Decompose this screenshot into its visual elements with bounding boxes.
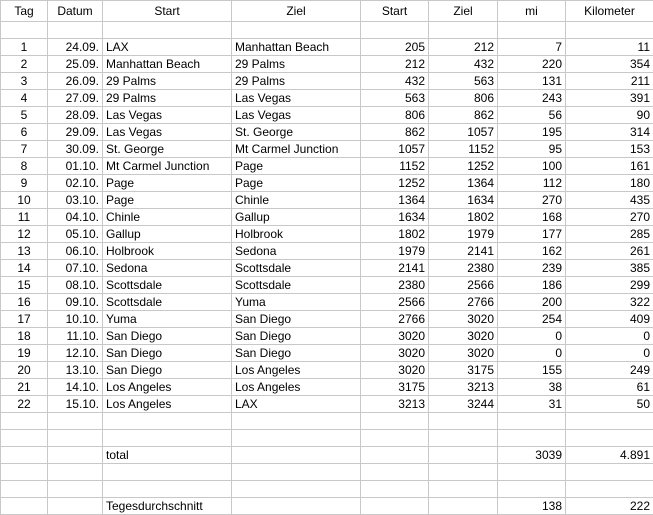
start-mile-cell[interactable]: 3020 (361, 362, 429, 379)
empty-cell[interactable] (361, 430, 429, 447)
header-kilometer[interactable]: Kilometer (566, 1, 653, 22)
start-place-cell[interactable]: Gallup (103, 226, 232, 243)
empty-cell[interactable] (232, 413, 361, 430)
table-row (1, 124, 653, 141)
start-mile-cell[interactable]: 563 (361, 90, 429, 107)
empty-cell[interactable] (498, 430, 566, 447)
empty-cell[interactable] (48, 464, 103, 481)
km-cell[interactable]: 314 (566, 124, 653, 141)
empty-cell[interactable] (1, 498, 48, 515)
mi-cell[interactable]: 270 (498, 192, 566, 209)
ziel-mile-cell[interactable]: 3175 (429, 362, 498, 379)
tag-cell[interactable]: 1 (1, 39, 48, 56)
ziel-mile-cell[interactable]: 2566 (429, 277, 498, 294)
empty-cell[interactable] (103, 464, 232, 481)
ziel-place-cell[interactable]: Mt Carmel Junction (232, 141, 361, 158)
ziel-mile-cell[interactable]: 2766 (429, 294, 498, 311)
date-cell[interactable]: 26.09. (48, 73, 103, 90)
mi-cell[interactable]: 95 (498, 141, 566, 158)
ziel-mile-cell[interactable]: 1979 (429, 226, 498, 243)
tag-cell[interactable]: 13 (1, 243, 48, 260)
table-row (1, 56, 653, 73)
start-place-cell[interactable]: Sedona (103, 260, 232, 277)
date-cell[interactable]: 09.10. (48, 294, 103, 311)
empty-cell[interactable] (429, 447, 498, 464)
mi-cell[interactable]: 112 (498, 175, 566, 192)
table-row (1, 158, 653, 175)
mi-cell[interactable]: 162 (498, 243, 566, 260)
km-cell[interactable]: 0 (566, 345, 653, 362)
tag-cell[interactable]: 7 (1, 141, 48, 158)
empty-cell[interactable] (232, 464, 361, 481)
ziel-place-cell[interactable]: San Diego (232, 345, 361, 362)
start-mile-cell[interactable]: 1634 (361, 209, 429, 226)
empty-cell[interactable] (1, 430, 48, 447)
ziel-place-cell[interactable]: Scottsdale (232, 260, 361, 277)
ziel-mile-cell[interactable]: 3020 (429, 345, 498, 362)
start-place-cell[interactable]: Chinle (103, 209, 232, 226)
ziel-place-cell[interactable]: Las Vegas (232, 90, 361, 107)
date-cell[interactable]: 01.10. (48, 158, 103, 175)
tag-cell[interactable]: 21 (1, 379, 48, 396)
ziel-place-cell[interactable]: 29 Palms (232, 56, 361, 73)
ziel-place-cell[interactable]: Gallup (232, 209, 361, 226)
date-cell[interactable]: 04.10. (48, 209, 103, 226)
ziel-mile-cell[interactable]: 806 (429, 90, 498, 107)
ziel-place-cell[interactable]: Sedona (232, 243, 361, 260)
date-cell[interactable]: 06.10. (48, 243, 103, 260)
empty-cell[interactable] (498, 481, 566, 498)
empty-cell[interactable] (498, 413, 566, 430)
table-row (1, 107, 653, 124)
start-mile-cell[interactable]: 2141 (361, 260, 429, 277)
empty-cell[interactable] (566, 481, 653, 498)
mi-cell[interactable]: 243 (498, 90, 566, 107)
header-start-mile[interactable]: Start (361, 1, 429, 22)
mi-cell[interactable]: 155 (498, 362, 566, 379)
empty-cell[interactable] (429, 464, 498, 481)
km-cell[interactable]: 11 (566, 39, 653, 56)
mi-cell[interactable]: 56 (498, 107, 566, 124)
start-mile-cell[interactable]: 2766 (361, 311, 429, 328)
date-cell[interactable]: 10.10. (48, 311, 103, 328)
ziel-place-cell[interactable]: Scottsdale (232, 277, 361, 294)
table-row (1, 345, 653, 362)
mi-cell[interactable]: 254 (498, 311, 566, 328)
empty-row (1, 481, 653, 498)
date-cell[interactable]: 13.10. (48, 362, 103, 379)
ziel-mile-cell[interactable]: 862 (429, 107, 498, 124)
mi-cell[interactable]: 200 (498, 294, 566, 311)
ziel-mile-cell[interactable]: 3020 (429, 311, 498, 328)
empty-cell[interactable] (429, 413, 498, 430)
table-row (1, 311, 653, 328)
km-cell[interactable]: 435 (566, 192, 653, 209)
empty-cell[interactable] (103, 413, 232, 430)
date-cell[interactable]: 15.10. (48, 396, 103, 413)
empty-cell[interactable] (232, 498, 361, 515)
km-cell[interactable]: 90 (566, 107, 653, 124)
start-place-cell[interactable]: Scottsdale (103, 294, 232, 311)
km-cell[interactable]: 211 (566, 73, 653, 90)
table-row (1, 192, 653, 209)
mi-cell[interactable]: 131 (498, 73, 566, 90)
table-row (1, 73, 653, 90)
tag-cell[interactable]: 22 (1, 396, 48, 413)
start-place-cell[interactable]: Los Angeles (103, 379, 232, 396)
empty-cell[interactable] (361, 413, 429, 430)
trip-rows (1, 39, 653, 413)
empty-cell[interactable] (361, 447, 429, 464)
mi-cell[interactable]: 100 (498, 158, 566, 175)
ziel-place-cell[interactable]: Los Angeles (232, 379, 361, 396)
mi-cell[interactable]: 195 (498, 124, 566, 141)
empty-cell[interactable] (566, 464, 653, 481)
date-cell[interactable]: 05.10. (48, 226, 103, 243)
tag-cell[interactable]: 19 (1, 345, 48, 362)
empty-row (1, 413, 653, 430)
header-mi[interactable]: mi (498, 1, 566, 22)
tag-cell[interactable]: 8 (1, 158, 48, 175)
start-place-cell[interactable]: Holbrook (103, 243, 232, 260)
mi-cell[interactable]: 177 (498, 226, 566, 243)
empty-cell[interactable] (566, 413, 653, 430)
ziel-mile-cell[interactable]: 432 (429, 56, 498, 73)
start-mile-cell[interactable]: 3175 (361, 379, 429, 396)
start-mile-cell[interactable]: 2566 (361, 294, 429, 311)
ziel-mile-cell[interactable]: 3244 (429, 396, 498, 413)
start-mile-cell[interactable]: 1979 (361, 243, 429, 260)
start-place-cell[interactable]: Mt Carmel Junction (103, 158, 232, 175)
km-cell[interactable]: 270 (566, 209, 653, 226)
start-mile-cell[interactable]: 1802 (361, 226, 429, 243)
table-row (1, 39, 653, 56)
table-row (1, 141, 653, 158)
start-place-cell[interactable]: Las Vegas (103, 107, 232, 124)
date-cell[interactable]: 27.09. (48, 90, 103, 107)
start-mile-cell[interactable]: 212 (361, 56, 429, 73)
empty-cell[interactable] (1, 481, 48, 498)
date-cell[interactable]: 03.10. (48, 192, 103, 209)
start-place-cell[interactable]: 29 Palms (103, 90, 232, 107)
empty-cell[interactable] (361, 22, 429, 39)
tag-cell[interactable]: 16 (1, 294, 48, 311)
km-cell[interactable]: 153 (566, 141, 653, 158)
empty-cell[interactable] (566, 22, 653, 39)
start-mile-cell[interactable]: 1057 (361, 141, 429, 158)
start-place-cell[interactable]: San Diego (103, 345, 232, 362)
km-cell[interactable]: 261 (566, 243, 653, 260)
ziel-place-cell[interactable]: 29 Palms (232, 73, 361, 90)
ziel-mile-cell[interactable]: 2141 (429, 243, 498, 260)
total-mi[interactable]: 3039 (498, 447, 566, 464)
start-place-cell[interactable]: Las Vegas (103, 124, 232, 141)
empty-cell[interactable] (361, 464, 429, 481)
date-cell[interactable]: 25.09. (48, 56, 103, 73)
date-cell[interactable]: 07.10. (48, 260, 103, 277)
start-mile-cell[interactable]: 1152 (361, 158, 429, 175)
ziel-place-cell[interactable]: Page (232, 175, 361, 192)
average-km[interactable]: 222 (566, 498, 653, 515)
date-cell[interactable]: 29.09. (48, 124, 103, 141)
ziel-mile-cell[interactable]: 1252 (429, 158, 498, 175)
table-row (1, 328, 653, 345)
start-place-cell[interactable]: Manhattan Beach (103, 56, 232, 73)
km-cell[interactable]: 391 (566, 90, 653, 107)
start-place-cell[interactable]: Scottsdale (103, 277, 232, 294)
mi-cell[interactable]: 0 (498, 328, 566, 345)
tag-cell[interactable]: 5 (1, 107, 48, 124)
start-mile-cell[interactable]: 1364 (361, 192, 429, 209)
start-mile-cell[interactable]: 862 (361, 124, 429, 141)
average-row (1, 498, 653, 515)
header-start-place[interactable]: Start (103, 1, 232, 22)
table-row (1, 243, 653, 260)
empty-cell[interactable] (232, 481, 361, 498)
header-ziel-mile[interactable]: Ziel (429, 1, 498, 22)
empty-cell[interactable] (429, 430, 498, 447)
empty-cell[interactable] (429, 481, 498, 498)
ziel-mile-cell[interactable]: 1152 (429, 141, 498, 158)
empty-cell[interactable] (232, 430, 361, 447)
start-place-cell[interactable]: Los Angeles (103, 396, 232, 413)
ziel-mile-cell[interactable]: 3213 (429, 379, 498, 396)
mi-cell[interactable]: 0 (498, 345, 566, 362)
header-datum[interactable]: Datum (48, 1, 103, 22)
tag-cell[interactable]: 18 (1, 328, 48, 345)
table-row (1, 294, 653, 311)
empty-cell[interactable] (48, 481, 103, 498)
date-cell[interactable]: 14.10. (48, 379, 103, 396)
header-tag[interactable]: Tag (1, 1, 48, 22)
ziel-mile-cell[interactable]: 3020 (429, 328, 498, 345)
ziel-place-cell[interactable]: Holbrook (232, 226, 361, 243)
empty-cell[interactable] (429, 22, 498, 39)
start-place-cell[interactable]: LAX (103, 39, 232, 56)
empty-cell[interactable] (48, 498, 103, 515)
start-place-cell[interactable]: St. George (103, 141, 232, 158)
ziel-mile-cell[interactable]: 2380 (429, 260, 498, 277)
km-cell[interactable]: 354 (566, 56, 653, 73)
start-mile-cell[interactable]: 3213 (361, 396, 429, 413)
ziel-place-cell[interactable]: LAX (232, 396, 361, 413)
empty-cell[interactable] (566, 430, 653, 447)
km-cell[interactable]: 409 (566, 311, 653, 328)
ziel-place-cell[interactable]: Las Vegas (232, 107, 361, 124)
empty-cell[interactable] (48, 430, 103, 447)
km-cell[interactable]: 180 (566, 175, 653, 192)
empty-cell[interactable] (103, 481, 232, 498)
empty-cell[interactable] (103, 430, 232, 447)
table-row (1, 362, 653, 379)
mi-cell[interactable]: 186 (498, 277, 566, 294)
empty-cell[interactable] (361, 498, 429, 515)
start-mile-cell[interactable]: 205 (361, 39, 429, 56)
ziel-place-cell[interactable]: San Diego (232, 328, 361, 345)
table-row (1, 175, 653, 192)
empty-cell[interactable] (48, 447, 103, 464)
total-label[interactable]: total (103, 447, 232, 464)
table-row (1, 396, 653, 413)
tag-cell[interactable]: 12 (1, 226, 48, 243)
average-label[interactable]: Tegesdurchschnitt (103, 498, 232, 515)
ziel-place-cell[interactable]: Yuma (232, 294, 361, 311)
empty-cell[interactable] (48, 413, 103, 430)
ziel-mile-cell[interactable]: 1364 (429, 175, 498, 192)
mi-cell[interactable]: 239 (498, 260, 566, 277)
empty-cell[interactable] (361, 481, 429, 498)
start-mile-cell[interactable]: 3020 (361, 328, 429, 345)
date-cell[interactable]: 28.09. (48, 107, 103, 124)
table-row (1, 260, 653, 277)
date-cell[interactable]: 08.10. (48, 277, 103, 294)
ziel-mile-cell[interactable]: 563 (429, 73, 498, 90)
date-cell[interactable]: 12.10. (48, 345, 103, 362)
ziel-place-cell[interactable]: Los Angeles (232, 362, 361, 379)
start-place-cell[interactable]: Page (103, 192, 232, 209)
table-row (1, 226, 653, 243)
average-mi[interactable]: 138 (498, 498, 566, 515)
ziel-mile-cell[interactable]: 1802 (429, 209, 498, 226)
tag-cell[interactable]: 4 (1, 90, 48, 107)
tag-cell[interactable]: 15 (1, 277, 48, 294)
mi-cell[interactable]: 38 (498, 379, 566, 396)
start-mile-cell[interactable]: 1252 (361, 175, 429, 192)
ziel-place-cell[interactable]: St. George (232, 124, 361, 141)
empty-cell[interactable] (103, 22, 232, 39)
empty-cell[interactable] (232, 22, 361, 39)
empty-cell[interactable] (1, 413, 48, 430)
km-cell[interactable]: 50 (566, 396, 653, 413)
km-cell[interactable]: 322 (566, 294, 653, 311)
start-mile-cell[interactable]: 806 (361, 107, 429, 124)
start-place-cell[interactable]: San Diego (103, 328, 232, 345)
table-row (1, 90, 653, 107)
empty-cell[interactable] (1, 464, 48, 481)
header-ziel-place[interactable]: Ziel (232, 1, 361, 22)
tag-cell[interactable]: 2 (1, 56, 48, 73)
empty-cell[interactable] (1, 22, 48, 39)
ziel-mile-cell[interactable]: 212 (429, 39, 498, 56)
total-km[interactable]: 4.891 (566, 447, 653, 464)
km-cell[interactable]: 0 (566, 328, 653, 345)
km-cell[interactable]: 161 (566, 158, 653, 175)
header-row (1, 1, 653, 22)
tag-cell[interactable]: 17 (1, 311, 48, 328)
km-cell[interactable]: 61 (566, 379, 653, 396)
mi-cell[interactable]: 31 (498, 396, 566, 413)
km-cell[interactable]: 299 (566, 277, 653, 294)
empty-row (1, 22, 653, 39)
date-cell[interactable]: 24.09. (48, 39, 103, 56)
empty-cell[interactable] (498, 464, 566, 481)
start-mile-cell[interactable]: 3020 (361, 345, 429, 362)
empty-cell[interactable] (232, 447, 361, 464)
ziel-place-cell[interactable]: Manhattan Beach (232, 39, 361, 56)
table-row (1, 277, 653, 294)
date-cell[interactable]: 02.10. (48, 175, 103, 192)
table-row (1, 209, 653, 226)
start-mile-cell[interactable]: 2380 (361, 277, 429, 294)
tag-cell[interactable]: 11 (1, 209, 48, 226)
km-cell[interactable]: 385 (566, 260, 653, 277)
start-place-cell[interactable]: San Diego (103, 362, 232, 379)
table-row (1, 379, 653, 396)
ziel-mile-cell[interactable]: 1634 (429, 192, 498, 209)
empty-cell[interactable] (498, 22, 566, 39)
date-cell[interactable]: 30.09. (48, 141, 103, 158)
ziel-place-cell[interactable]: Page (232, 158, 361, 175)
mi-cell[interactable]: 168 (498, 209, 566, 226)
tag-cell[interactable]: 3 (1, 73, 48, 90)
mi-cell[interactable]: 7 (498, 39, 566, 56)
tag-cell[interactable]: 6 (1, 124, 48, 141)
start-place-cell[interactable]: Yuma (103, 311, 232, 328)
ziel-mile-cell[interactable]: 1057 (429, 124, 498, 141)
start-place-cell[interactable]: Page (103, 175, 232, 192)
km-cell[interactable]: 285 (566, 226, 653, 243)
empty-cell[interactable] (1, 447, 48, 464)
empty-row (1, 430, 653, 447)
tag-cell[interactable]: 20 (1, 362, 48, 379)
empty-row (1, 464, 653, 481)
km-cell[interactable]: 249 (566, 362, 653, 379)
ziel-place-cell[interactable]: Chinle (232, 192, 361, 209)
tag-cell[interactable]: 9 (1, 175, 48, 192)
empty-cell[interactable] (48, 22, 103, 39)
start-mile-cell[interactable]: 432 (361, 73, 429, 90)
empty-cell[interactable] (429, 498, 498, 515)
tag-cell[interactable]: 14 (1, 260, 48, 277)
mi-cell[interactable]: 220 (498, 56, 566, 73)
start-place-cell[interactable]: 29 Palms (103, 73, 232, 90)
tag-cell[interactable]: 10 (1, 192, 48, 209)
ziel-place-cell[interactable]: San Diego (232, 311, 361, 328)
date-cell[interactable]: 11.10. (48, 328, 103, 345)
total-row (1, 447, 653, 464)
